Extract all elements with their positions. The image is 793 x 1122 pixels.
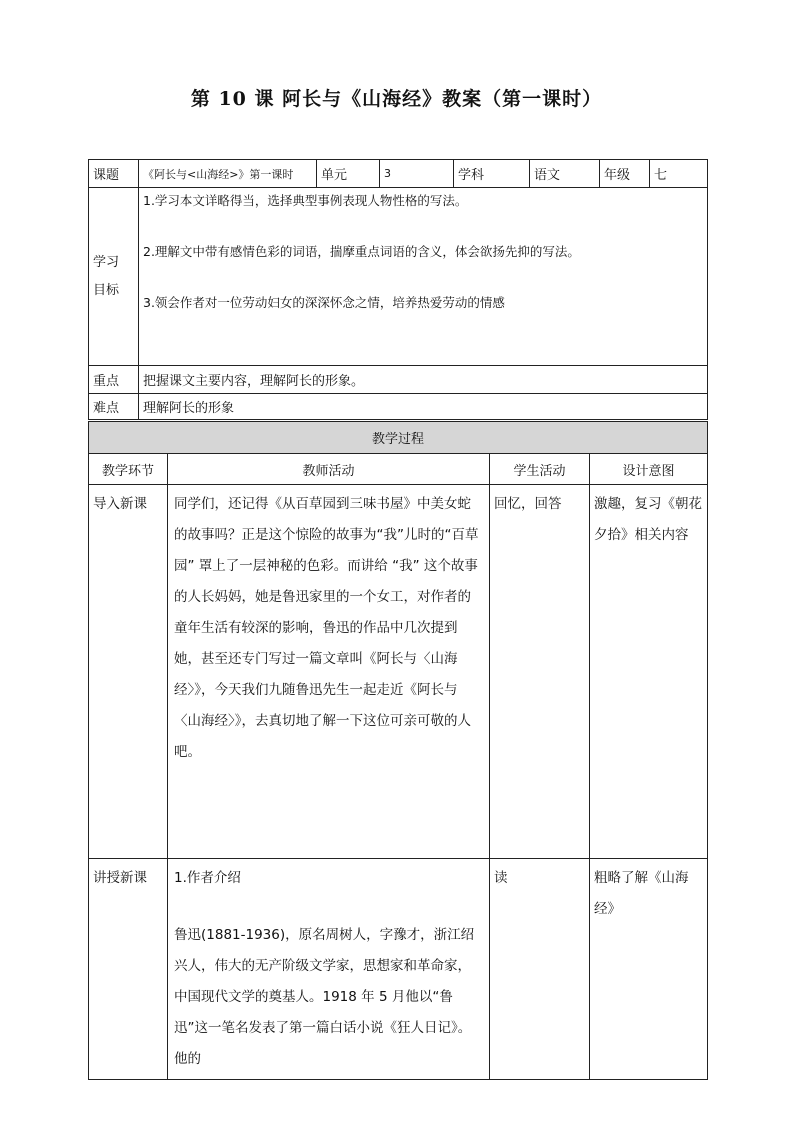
goal-item: 2.理解文中带有感情色彩的词语，揣摩重点词语的含义，体会欲扬先抑的写法。 [143, 244, 580, 259]
difficulty-value: 理解阿长的形象 [139, 394, 708, 420]
process-table [88, 421, 708, 1080]
key-point-label: 重点 [89, 366, 139, 394]
topic-value: 《阿长与<山海经>》第一课时 [139, 160, 317, 188]
teacher-activity-heading: 1.作者介绍 [174, 870, 241, 886]
unit-value: 3 [380, 160, 454, 188]
goal-item: 1.学习本文详略得当，选择典型事例表现人物性格的写法。 [143, 193, 468, 208]
subject-value: 语文 [530, 160, 600, 188]
table-row [89, 485, 708, 859]
topic-label: 课题 [89, 160, 139, 188]
page-title: 第 10 课 阿长与《山海经》教案（第一课时） [190, 88, 603, 110]
student-cell: 读 [490, 859, 590, 1080]
header-intent: 设计意图 [590, 454, 708, 485]
goals-label-line1: 学习 [93, 254, 120, 270]
header-teacher: 教师活动 [168, 454, 490, 485]
teacher-activity-text: 同学们，还记得《从百草园到三味书屋》中美女蛇的故事吗？正是这个惊险的故事为“我”儿时的“百草园” 罩上了一层神秘的色彩。而讲给 “我” 这个故事的人长妈妈，她是鲁迅家里的一个女工，对作者的童年生活有较深的影响，鲁迅的作品中几次提到她，甚至还专门写过一篇文章叫《阿长与〈山海经〉》，今天我们九随鲁迅先生一起走近《阿长与〈山海经〉》，去真切地了解一下这位可亲可敬的人吧。 [174, 496, 479, 760]
process-section-title: 教学过程 [89, 422, 708, 454]
grade-value: 七 [650, 160, 708, 188]
process-section-row [89, 422, 708, 454]
student-cell: 回忆，回答 [490, 485, 590, 859]
header-student: 学生活动 [490, 454, 590, 485]
lesson-info-table [88, 159, 708, 420]
goal-item: 3.领会作者对一位劳动妇女的深深怀念之情，培养热爱劳动的情感 [143, 295, 505, 310]
key-point-row [89, 366, 708, 394]
table-row [89, 859, 708, 1080]
intent-cell: 粗略了解《山海经》 [590, 859, 708, 1080]
intent-cell: 激趣，复习《朝花夕拾》相关内容 [590, 485, 708, 859]
grade-label: 年级 [600, 160, 650, 188]
teacher-activity-text: 鲁迅(1881-1936)，原名周树人，字豫才，浙江绍兴人，伟大的无产阶级文学家，思想家和革命家，中国现代文学的奠基人。1918 年 5 月他以“鲁迅”这一笔名发表了第一篇白话小说《狂人日记》。他的 [174, 927, 475, 1067]
process-header-row [89, 454, 708, 485]
teacher-cell [168, 859, 490, 1080]
stage-cell: 导入新课 [89, 485, 168, 859]
difficulty-label: 难点 [89, 394, 139, 420]
goals-label-line2: 目标 [93, 282, 120, 298]
difficulty-row [89, 394, 708, 420]
goals-content [139, 188, 708, 366]
key-point-value: 把握课文主要内容，理解阿长的形象。 [139, 366, 708, 394]
teacher-cell [168, 485, 490, 859]
goals-row [89, 188, 708, 366]
info-row [89, 160, 708, 188]
subject-label: 学科 [454, 160, 530, 188]
goals-label [89, 188, 139, 366]
stage-cell: 讲授新课 [89, 859, 168, 1080]
unit-label: 单元 [317, 160, 380, 188]
header-stage: 教学环节 [89, 454, 168, 485]
